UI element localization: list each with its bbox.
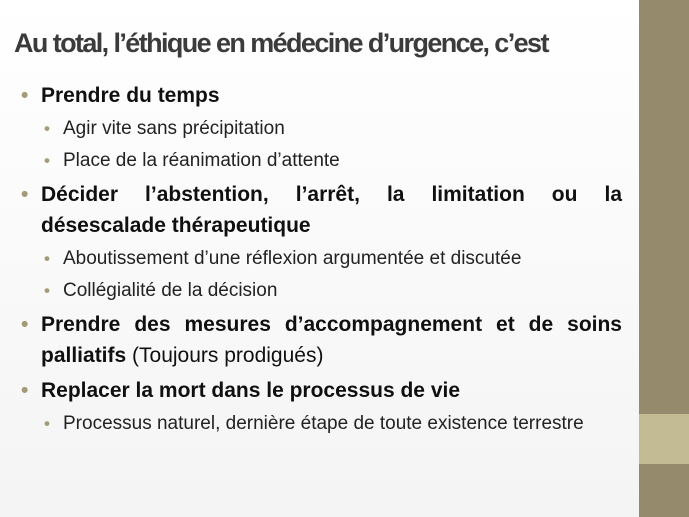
- bullet-text: Replacer la mort dans le processus de vie: [41, 379, 461, 402]
- sub-bullet-point: [18, 114, 622, 143]
- bullet-icon: •: [21, 313, 29, 336]
- bullet-text: Prendre des mesures d’accompagnement et de soins palliatifs: [41, 313, 622, 367]
- sub-bullet-text: Agir vite sans précipitation: [63, 118, 285, 139]
- bullet-point: [18, 179, 622, 241]
- slide-title: Au total, l’éthique en médecine d’urgence, c’est: [14, 28, 548, 58]
- bullet-icon: •: [44, 414, 50, 433]
- bullet-point: [18, 309, 622, 371]
- bullet-text: Prendre du temps: [41, 84, 220, 107]
- bullet-note: (Toujours prodigués): [126, 344, 324, 367]
- bullet-text: Décider l’abstention, l’arrêt, la limitation ou la désescalade thérapeutique: [41, 183, 622, 237]
- sub-bullet-point: [18, 146, 622, 175]
- bullet-icon: •: [44, 249, 50, 268]
- decorative-sidebar-accent: [639, 414, 689, 464]
- sub-bullet-point: [18, 276, 622, 305]
- bullet-icon: •: [44, 151, 50, 170]
- bullet-icon: •: [21, 379, 29, 402]
- bullet-icon: •: [21, 183, 29, 206]
- bullet-icon: •: [44, 119, 50, 138]
- bullet-point: [18, 375, 622, 406]
- bullet-icon: •: [44, 281, 50, 300]
- bullet-icon: •: [21, 84, 29, 107]
- sub-bullet-text: Place de la réanimation d’attente: [63, 150, 340, 171]
- sub-bullet-point: [18, 244, 622, 273]
- sub-bullet-text: Processus naturel, dernière étape de toute existence terrestre: [63, 413, 584, 434]
- sub-bullet-point: [18, 409, 622, 438]
- sub-bullet-text: Collégialité de la décision: [63, 280, 278, 301]
- bullet-point: [18, 80, 622, 111]
- sub-bullet-text: Aboutissement d’une réflexion argumentée et discutée: [63, 248, 522, 269]
- bullet-list: [18, 76, 622, 438]
